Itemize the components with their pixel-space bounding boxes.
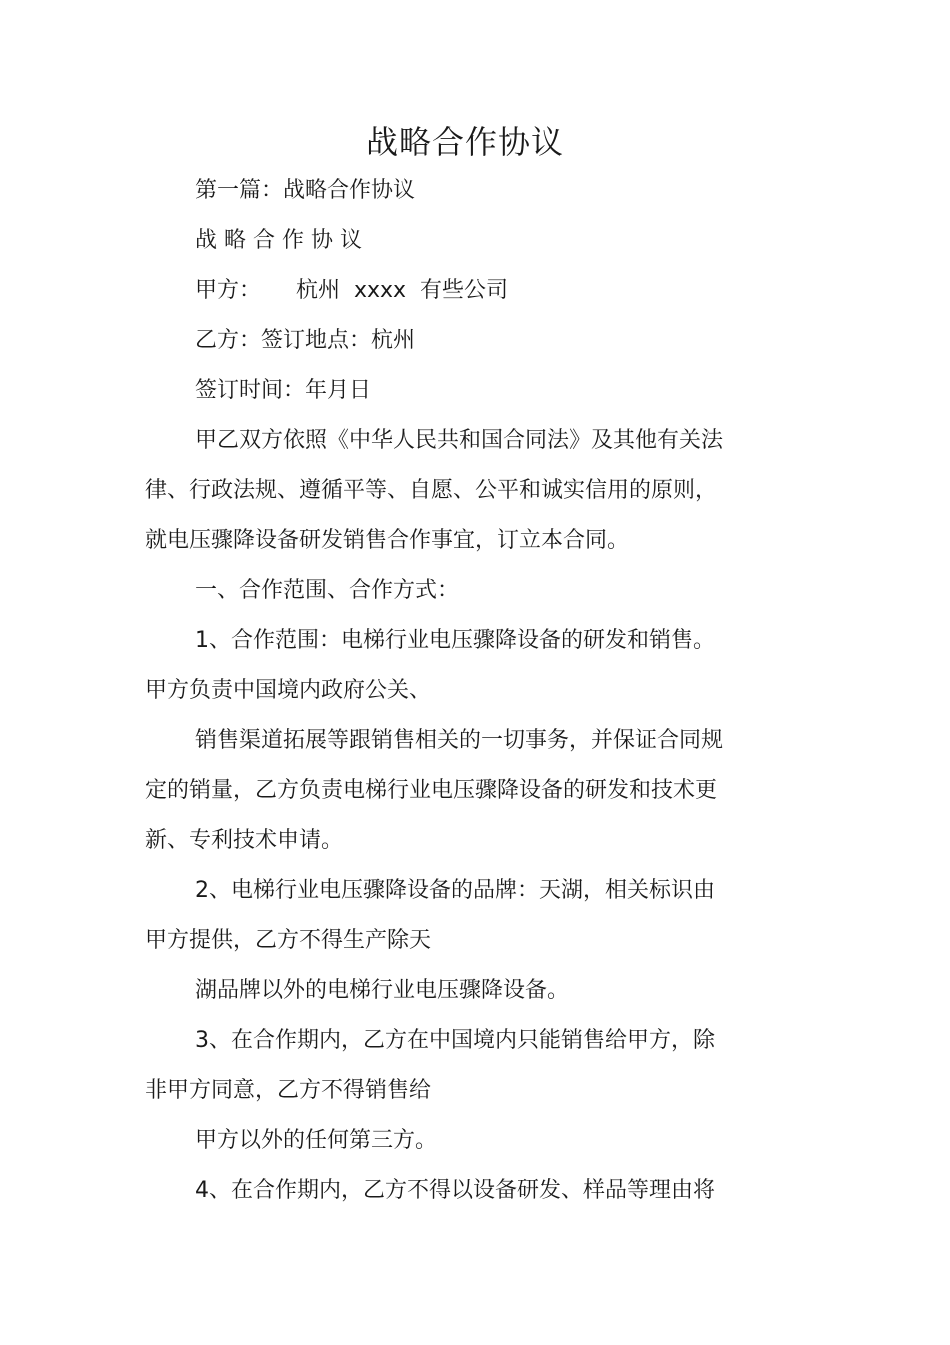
paragraph-line: 甲方负责中国境内政府公关、 (145, 678, 432, 703)
paragraph-line: 新、专利技术申请。 (145, 828, 344, 853)
paragraph-line: 2、电梯行业电压骤降设备的品牌：天湖，相关标识由 (195, 878, 715, 903)
paragraph-line: 就电压骤降设备研发销售合作事宜，订立本合同。 (145, 528, 630, 553)
document-title: 战略合作协议 (365, 123, 564, 161)
paragraph-line: 4、在合作期内，乙方不得以设备研发、样品等理由将 (195, 1178, 715, 1203)
section-heading: 一、合作范围、合作方式： (195, 578, 460, 603)
paragraph-line: 非甲方同意，乙方不得销售给 (145, 1078, 432, 1103)
paragraph-line: 甲方提供，乙方不得生产除天 (145, 928, 432, 953)
signing-time-line: 签订时间：年月日 (195, 378, 372, 403)
paragraph-line: 定的销量，乙方负责电梯行业电压骤降设备的研发和技术更 (145, 778, 718, 803)
paragraph-line: 1、合作范围：电梯行业电压骤降设备的研发和销售。 (195, 628, 715, 653)
party-a-line: 甲方： 杭州 xxxx 有些公司 (195, 278, 509, 303)
paragraph-line: 湖品牌以外的电梯行业电压骤降设备。 (195, 978, 570, 1003)
paragraph-line: 甲乙双方依照《中华人民共和国合同法》及其他有关法 (195, 428, 724, 453)
paragraph-line: 销售渠道拓展等跟销售相关的一切事务，并保证合同规 (195, 728, 724, 753)
agreement-spaced-heading: 战 略 合 作 协 议 (195, 228, 362, 253)
chapter-heading: 第一篇：战略合作协议 (195, 178, 416, 203)
paragraph-line: 甲方以外的任何第三方。 (195, 1128, 438, 1153)
paragraph-line: 律、行政法规、遵循平等、自愿、公平和诚实信用的原则， (145, 478, 718, 503)
party-b-location-line: 乙方：签订地点：杭州 (195, 328, 416, 353)
paragraph-line: 3、在合作期内，乙方在中国境内只能销售给甲方，除 (195, 1028, 715, 1053)
